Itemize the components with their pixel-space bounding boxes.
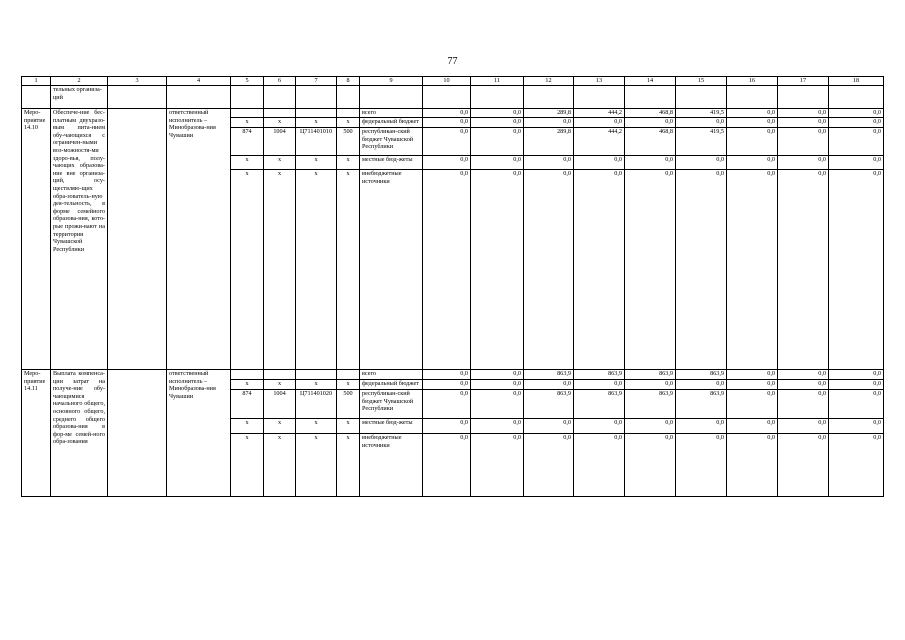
amount-cell: 0,0	[778, 434, 829, 497]
empty-cell	[778, 86, 829, 109]
funding-source: республикан-ский бюджет Чувашской Республики	[360, 390, 423, 419]
amount-cell: 0,0	[829, 419, 884, 434]
amount-cell: 0,0	[625, 434, 676, 497]
funding-source: всего	[360, 109, 423, 118]
budget-code-grbs: 874	[231, 390, 264, 419]
amount-cell: 0,0	[727, 170, 778, 370]
amount-cell: 0,0	[676, 156, 727, 170]
column-number-header: 3	[108, 77, 167, 86]
amount-cell: 863,9	[574, 370, 625, 380]
empty-cell	[625, 86, 676, 109]
funding-source: федеральный бюджет	[360, 380, 423, 390]
amount-cell: 0,0	[778, 156, 829, 170]
table-row	[22, 109, 884, 118]
amount-cell: 444,2	[574, 128, 625, 156]
budget-code-section	[264, 370, 296, 380]
budget-code-grbs: 874	[231, 128, 264, 156]
amount-cell: 0,0	[423, 170, 471, 370]
budget-code-expense-type	[337, 370, 360, 380]
amount-cell: 419,5	[676, 109, 727, 118]
budget-code-target: Ц711401010	[296, 128, 337, 156]
column-number-header: 16	[727, 77, 778, 86]
budget-code-section: x	[264, 170, 296, 370]
column-number-header: 10	[423, 77, 471, 86]
event-description: Обеспече-ние бес-платным двухразо-вым пита-нием обу-чающихся с ограничен-ными воз-можностя-ми здоро-вья, полу-чающих образова-ние вне организа-ций, осу-ществляю-щих обра-зователь-ную дея-тельность, в форме семейного образова-ния, кото-рые прожи-вают на территории Чувашской Республики	[51, 109, 108, 370]
amount-cell: 0,0	[778, 128, 829, 156]
empty-cell	[264, 86, 296, 109]
column-number-header: 13	[574, 77, 625, 86]
budget-code-grbs: x	[231, 419, 264, 434]
funding-source: внебюджетные источники	[360, 170, 423, 370]
amount-cell: 0,0	[471, 370, 524, 380]
empty-cell	[574, 86, 625, 109]
amount-cell: 0,0	[829, 118, 884, 128]
amount-cell: 0,0	[829, 380, 884, 390]
budget-code-expense-type: 500	[337, 128, 360, 156]
budget-code-expense-type: x	[337, 380, 360, 390]
budget-code-target: x	[296, 419, 337, 434]
event-number: Меро-приятие 14.11	[22, 370, 51, 497]
amount-cell: 0,0	[423, 419, 471, 434]
empty-cell	[108, 370, 167, 497]
amount-cell: 0,0	[423, 118, 471, 128]
budget-code-grbs	[231, 370, 264, 380]
column-number-row	[22, 77, 884, 86]
amount-cell: 0,0	[625, 118, 676, 128]
amount-cell: 419,5	[676, 128, 727, 156]
responsible-executor: ответственный исполнитель – Минобразова-ния Чувашии	[167, 109, 231, 370]
amount-cell: 0,0	[676, 380, 727, 390]
amount-cell: 0,0	[423, 109, 471, 118]
funding-source: местные бюд-жеты	[360, 156, 423, 170]
budget-code-grbs: x	[231, 434, 264, 497]
amount-cell: 0,0	[778, 380, 829, 390]
amount-cell: 0,0	[471, 109, 524, 118]
budget-code-grbs	[231, 109, 264, 118]
amount-cell: 0,0	[524, 419, 574, 434]
amount-cell: 0,0	[524, 156, 574, 170]
funding-source: федеральный бюджет	[360, 118, 423, 128]
amount-cell: 0,0	[471, 380, 524, 390]
empty-cell	[22, 86, 51, 109]
budget-code-section: 1004	[264, 128, 296, 156]
amount-cell: 0,0	[727, 419, 778, 434]
amount-cell: 0,0	[423, 380, 471, 390]
funding-source: всего	[360, 370, 423, 380]
budget-code-section: 1004	[264, 390, 296, 419]
budget-code-target: x	[296, 118, 337, 128]
amount-cell: 0,0	[524, 170, 574, 370]
amount-cell: 0,0	[727, 109, 778, 118]
amount-cell: 863,9	[524, 390, 574, 419]
amount-cell: 0,0	[574, 380, 625, 390]
amount-cell: 0,0	[625, 380, 676, 390]
empty-cell	[423, 86, 471, 109]
amount-cell: 0,0	[778, 109, 829, 118]
column-number-header: 6	[264, 77, 296, 86]
amount-cell: 0,0	[829, 370, 884, 380]
amount-cell: 863,9	[524, 370, 574, 380]
amount-cell: 0,0	[727, 370, 778, 380]
amount-cell: 0,0	[778, 419, 829, 434]
budget-code-expense-type: x	[337, 156, 360, 170]
column-number-header: 11	[471, 77, 524, 86]
budget-table	[21, 76, 884, 497]
amount-cell: 0,0	[471, 128, 524, 156]
empty-cell	[676, 86, 727, 109]
amount-cell: 0,0	[574, 118, 625, 128]
amount-cell: 0,0	[829, 156, 884, 170]
amount-cell: 0,0	[727, 434, 778, 497]
empty-cell	[296, 86, 337, 109]
budget-code-section	[264, 109, 296, 118]
budget-code-target: x	[296, 156, 337, 170]
amount-cell: 0,0	[676, 118, 727, 128]
amount-cell: 0,0	[676, 434, 727, 497]
amount-cell: 0,0	[423, 156, 471, 170]
amount-cell: 0,0	[423, 370, 471, 380]
empty-cell	[727, 86, 778, 109]
amount-cell: 0,0	[471, 156, 524, 170]
amount-cell: 0,0	[727, 390, 778, 419]
amount-cell: 863,9	[676, 390, 727, 419]
empty-cell	[360, 86, 423, 109]
amount-cell: 468,8	[625, 109, 676, 118]
column-number-header: 15	[676, 77, 727, 86]
budget-code-section: x	[264, 118, 296, 128]
budget-code-expense-type: x	[337, 170, 360, 370]
column-number-header: 5	[231, 77, 264, 86]
amount-cell: 0,0	[676, 419, 727, 434]
amount-cell: 0,0	[625, 419, 676, 434]
budget-code-target: x	[296, 380, 337, 390]
budget-code-grbs: x	[231, 156, 264, 170]
amount-cell: 0,0	[829, 434, 884, 497]
column-number-header: 2	[51, 77, 108, 86]
column-number-header: 17	[778, 77, 829, 86]
amount-cell: 0,0	[727, 380, 778, 390]
responsible-executor: ответственный исполнитель – Минобразова-ния Чувашии	[167, 370, 231, 497]
budget-code-expense-type: 500	[337, 390, 360, 419]
amount-cell: 444,2	[574, 109, 625, 118]
budget-code-target	[296, 109, 337, 118]
column-number-header: 12	[524, 77, 574, 86]
amount-cell: 0,0	[625, 156, 676, 170]
amount-cell: 0,0	[778, 118, 829, 128]
amount-cell: 0,0	[829, 128, 884, 156]
empty-cell	[337, 86, 360, 109]
amount-cell: 0,0	[423, 128, 471, 156]
budget-code-target: x	[296, 170, 337, 370]
amount-cell: 289,8	[524, 128, 574, 156]
amount-cell: 0,0	[727, 118, 778, 128]
budget-code-target	[296, 370, 337, 380]
amount-cell: 0,0	[423, 390, 471, 419]
budget-code-grbs: x	[231, 170, 264, 370]
event-description: Выплата компенса-ции затрат на получе-ние обу-чающимися начального общего, основного общего, среднего общего образова-ния в фор-ме семей-ного обра-зования	[51, 370, 108, 497]
column-number-header: 9	[360, 77, 423, 86]
empty-cell	[231, 86, 264, 109]
page-number: 77	[447, 56, 458, 67]
amount-cell: 0,0	[574, 419, 625, 434]
amount-cell: 0,0	[676, 170, 727, 370]
budget-code-section: x	[264, 380, 296, 390]
funding-source: республикан-ский бюджет Чувашской Республики	[360, 128, 423, 156]
budget-code-section: x	[264, 419, 296, 434]
amount-cell: 863,9	[625, 390, 676, 419]
column-number-header: 4	[167, 77, 231, 86]
event-number: Меро-приятие 14.10	[22, 109, 51, 370]
budget-code-expense-type	[337, 109, 360, 118]
table-row	[22, 370, 884, 380]
amount-cell: 0,0	[471, 118, 524, 128]
amount-cell: 0,0	[778, 370, 829, 380]
amount-cell: 0,0	[829, 390, 884, 419]
budget-code-expense-type: x	[337, 419, 360, 434]
budget-code-expense-type: x	[337, 118, 360, 128]
amount-cell: 0,0	[471, 419, 524, 434]
empty-cell	[108, 109, 167, 370]
amount-cell: 0,0	[778, 390, 829, 419]
column-number-header: 18	[829, 77, 884, 86]
amount-cell: 0,0	[574, 170, 625, 370]
budget-code-section: x	[264, 156, 296, 170]
amount-cell: 0,0	[471, 390, 524, 419]
empty-cell	[108, 86, 167, 109]
amount-cell: 863,9	[574, 390, 625, 419]
budget-code-target: Ц711401020	[296, 390, 337, 419]
continuation-row	[22, 86, 884, 109]
amount-cell: 0,0	[727, 128, 778, 156]
funding-source: местные бюд-жеты	[360, 419, 423, 434]
amount-cell: 0,0	[625, 170, 676, 370]
column-number-header: 7	[296, 77, 337, 86]
amount-cell: 0,0	[471, 170, 524, 370]
column-number-header: 14	[625, 77, 676, 86]
column-number-header: 1	[22, 77, 51, 86]
empty-cell	[829, 86, 884, 109]
funding-source: внебюджетные источники	[360, 434, 423, 497]
amount-cell: 0,0	[574, 156, 625, 170]
amount-cell: 468,8	[625, 128, 676, 156]
amount-cell: 0,0	[524, 118, 574, 128]
amount-cell: 0,0	[574, 434, 625, 497]
amount-cell: 0,0	[727, 156, 778, 170]
budget-code-expense-type: x	[337, 434, 360, 497]
amount-cell: 0,0	[524, 380, 574, 390]
amount-cell: 863,9	[625, 370, 676, 380]
amount-cell: 0,0	[524, 434, 574, 497]
amount-cell: 0,0	[471, 434, 524, 497]
empty-cell	[167, 86, 231, 109]
budget-code-grbs: x	[231, 380, 264, 390]
amount-cell: 0,0	[829, 170, 884, 370]
budget-code-section: x	[264, 434, 296, 497]
empty-cell	[524, 86, 574, 109]
budget-code-target: x	[296, 434, 337, 497]
empty-cell	[471, 86, 524, 109]
budget-code-grbs: x	[231, 118, 264, 128]
amount-cell: 289,8	[524, 109, 574, 118]
amount-cell: 0,0	[423, 434, 471, 497]
amount-cell: 0,0	[829, 109, 884, 118]
column-number-header: 8	[337, 77, 360, 86]
amount-cell: 863,9	[676, 370, 727, 380]
continuation-description: тельных организа-ций	[51, 86, 108, 109]
amount-cell: 0,0	[778, 170, 829, 370]
